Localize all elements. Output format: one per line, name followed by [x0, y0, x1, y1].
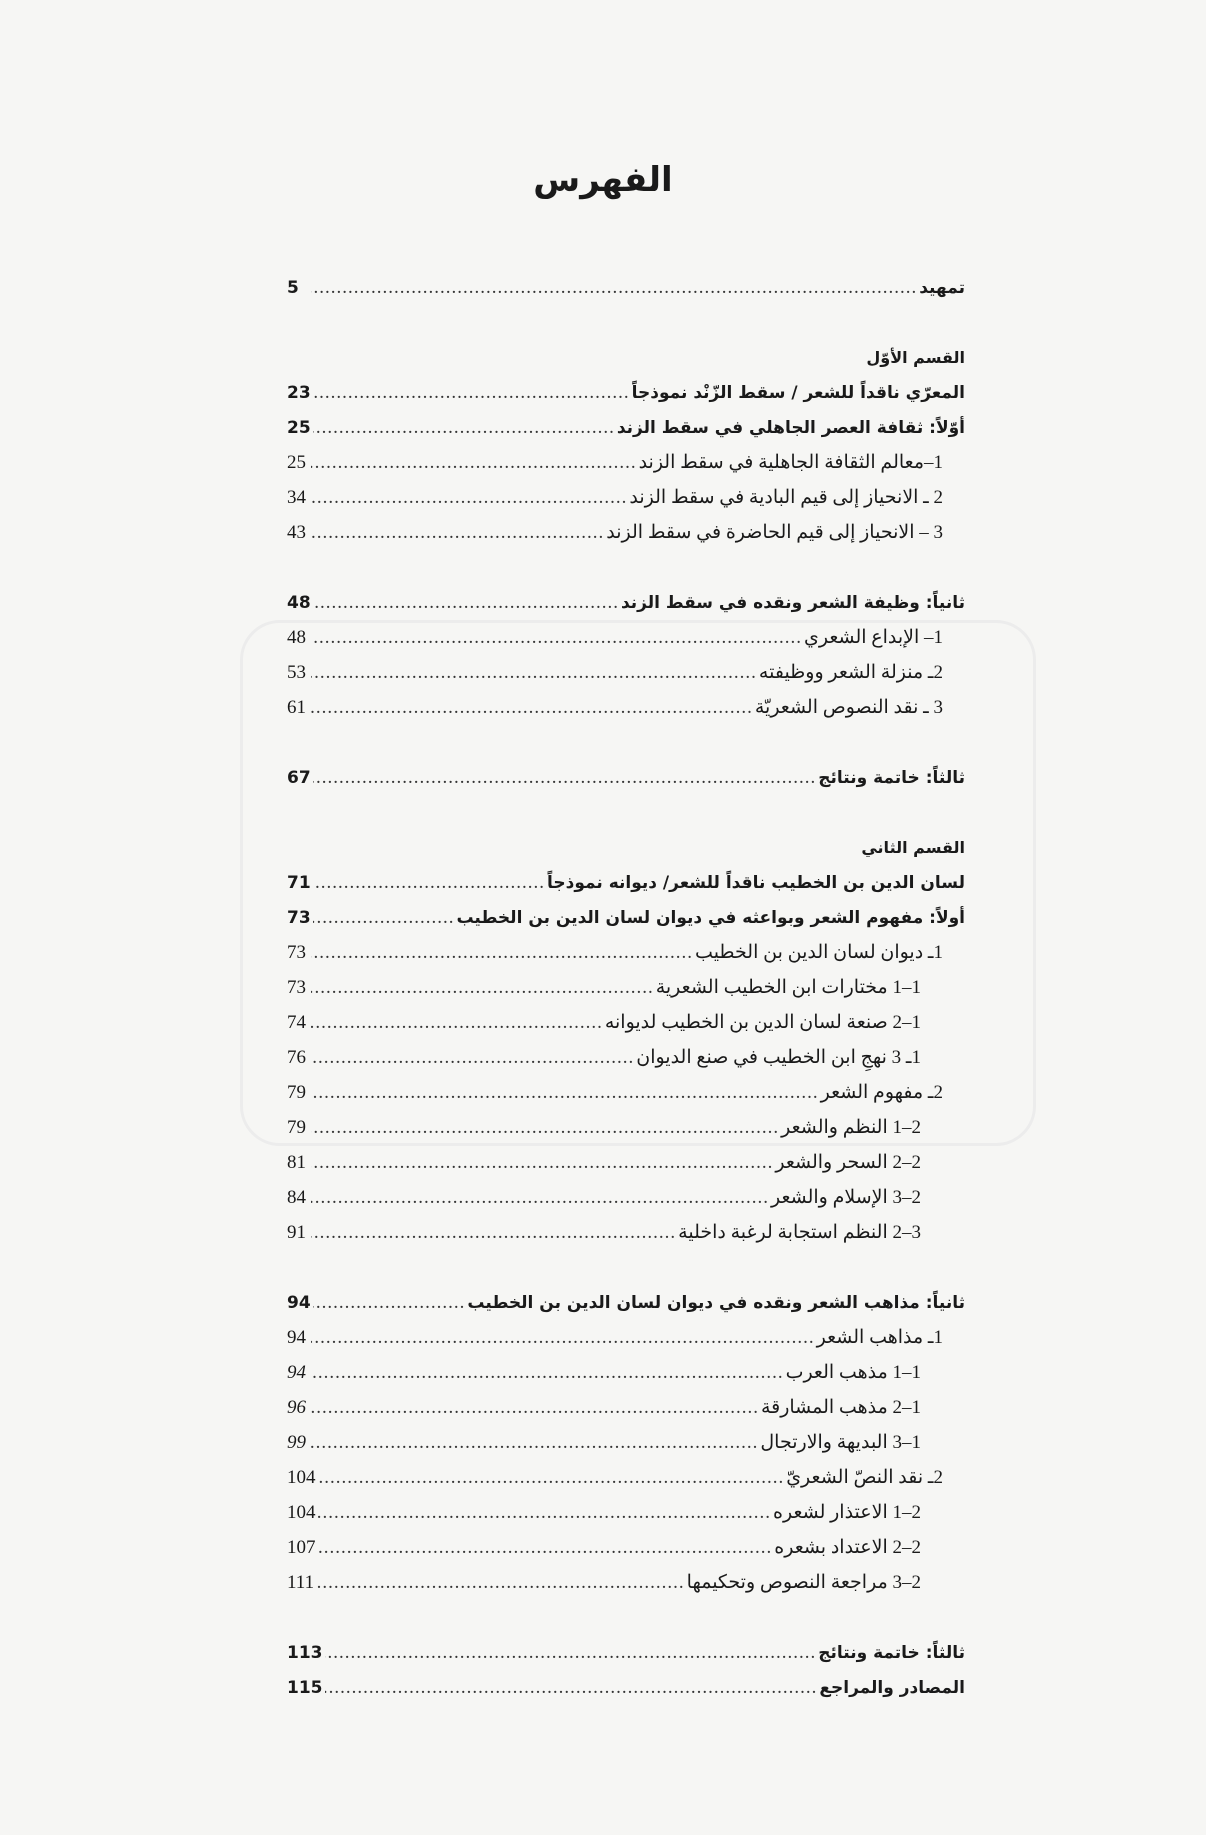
dot-leader [311, 1390, 759, 1425]
page-number: 76 [287, 1047, 306, 1068]
dot-leader [318, 1530, 773, 1565]
dot-leader [311, 1355, 784, 1390]
toc-entry[interactable] [287, 655, 965, 690]
toc-group [287, 585, 965, 725]
entry-title: 1–3 البديهة والارتجال [760, 1432, 921, 1453]
dot-leader [313, 760, 817, 795]
page-number: 74 [287, 1012, 306, 1033]
toc-entry[interactable] [287, 1635, 965, 1670]
toc-entry[interactable] [287, 865, 965, 900]
entry-title: ثانياً: مذاهب الشعر ونقده في ديوان لسان الدين بن الخطيب [467, 1293, 965, 1313]
toc-entry[interactable] [287, 1110, 965, 1145]
toc-group [287, 270, 965, 305]
page-number: 104 [287, 1502, 316, 1523]
page-number: 104 [287, 1467, 316, 1488]
entry-title: 1–1 مذهب العرب [785, 1362, 921, 1383]
dot-leader [325, 1670, 818, 1705]
toc-entry[interactable] [287, 1145, 965, 1180]
dot-leader [311, 1320, 815, 1355]
page-number: 91 [287, 1222, 306, 1243]
entry-title: 3–2 النظم استجابة لرغبة داخلية [678, 1222, 921, 1243]
entry-title: ثالثاً: خاتمة ونتائج [818, 768, 965, 788]
toc-entry[interactable] [287, 1495, 965, 1530]
toc-entry[interactable] [287, 1355, 965, 1390]
entry-title: 2–1 النظم والشعر [781, 1117, 921, 1138]
dot-leader [311, 655, 757, 690]
entry-title: أولاً: مفهوم الشعر وبواعثه في ديوان لسان الدين بن الخطيب [456, 908, 965, 928]
page-number: 48 [287, 593, 311, 613]
dot-leader [313, 865, 545, 900]
entry-title: 3 ـ نقد النصوص الشعريّة [754, 697, 943, 718]
toc-entry[interactable] [287, 760, 965, 795]
entry-title: 1–معالم الثقافة الجاهلية في سقط الزند [638, 452, 943, 473]
toc-entry[interactable] [287, 270, 965, 305]
dot-leader [318, 1460, 785, 1495]
page-number: 111 [287, 1572, 315, 1593]
entry-title: 1ـ ديوان لسان الدين بن الخطيب [695, 942, 943, 963]
page-number: 96 [287, 1397, 306, 1418]
section-label: القسم الأوّل [866, 348, 965, 367]
page-number: 43 [287, 522, 306, 543]
toc-entry[interactable] [287, 515, 965, 550]
toc-entry[interactable] [287, 1565, 965, 1600]
entry-title: المعرّي ناقداً للشعر / سقط الزّنْد نموذجاً [631, 383, 965, 403]
entry-title: 1– الإبداع الشعري [803, 627, 943, 648]
dot-leader [311, 445, 637, 480]
page-number: 23 [287, 383, 311, 403]
toc-entry[interactable] [287, 1180, 965, 1215]
dot-leader [311, 1040, 634, 1075]
page-number: 94 [287, 1293, 311, 1313]
page-number: 34 [287, 487, 306, 508]
page-number: 73 [287, 977, 306, 998]
entry-title: 3 – الانحياز إلى قيم الحاضرة في سقط الزند [606, 522, 943, 543]
toc-entry[interactable] [287, 970, 965, 1005]
toc-group [287, 1285, 965, 1600]
page-number: 73 [287, 942, 306, 963]
dot-leader [311, 1075, 819, 1110]
page-number: 99 [287, 1432, 306, 1453]
toc-entry[interactable] [287, 585, 965, 620]
toc-entry[interactable] [287, 1040, 965, 1075]
toc-entry[interactable] [287, 900, 965, 935]
toc-group [287, 760, 965, 795]
entry-title: 2 ـ الانحياز إلى قيم البادية في سقط الزند [629, 487, 943, 508]
page-number: 94 [287, 1362, 306, 1383]
entry-title: 1–1 مختارات ابن الخطيب الشعرية [655, 977, 921, 998]
table-of-contents [287, 270, 965, 1740]
dot-leader [316, 1565, 685, 1600]
entry-title: 2ـ نقد النصّ الشعريّ [786, 1467, 943, 1488]
dot-leader [311, 1005, 603, 1040]
page-number: 84 [287, 1187, 306, 1208]
page-number: 81 [287, 1152, 306, 1173]
page-number: 25 [287, 418, 311, 438]
dot-leader [311, 620, 802, 655]
dot-leader [311, 690, 753, 725]
toc-entry[interactable] [287, 1530, 965, 1565]
entry-title: 1ـ مذاهب الشعر [816, 1327, 943, 1348]
page-number: 94 [287, 1327, 306, 1348]
page-number: 79 [287, 1082, 306, 1103]
dot-leader [318, 1495, 772, 1530]
toc-entry[interactable] [287, 445, 965, 480]
dot-leader [313, 410, 615, 445]
page-number: 25 [287, 452, 306, 473]
toc-group [287, 340, 965, 550]
page-number: 113 [287, 1643, 323, 1663]
page-number: 71 [287, 873, 311, 893]
entry-title: 2ـ مفهوم الشعر [820, 1082, 943, 1103]
page-number: 73 [287, 908, 311, 928]
toc-entry[interactable] [287, 1425, 965, 1460]
dot-leader [311, 270, 917, 305]
toc-entry[interactable] [287, 1320, 965, 1355]
page-number: 115 [287, 1678, 323, 1698]
entry-title: 2ـ منزلة الشعر ووظيفته [758, 662, 943, 683]
toc-entry[interactable] [287, 1670, 965, 1705]
entry-title: 1–2 مذهب المشارقة [760, 1397, 921, 1418]
dot-leader [311, 1215, 676, 1250]
dot-leader [311, 1145, 773, 1180]
dot-leader [313, 585, 619, 620]
toc-entry[interactable] [287, 1285, 965, 1320]
dot-leader [313, 1285, 466, 1320]
page-title: الفهرس [533, 160, 673, 200]
toc-entry[interactable] [287, 1390, 965, 1425]
dot-leader [311, 1110, 779, 1145]
page-number: 5 [287, 278, 299, 298]
toc-entry[interactable] [287, 690, 965, 725]
entry-title: 1–2 صنعة لسان الدين بن الخطيب لديوانه [604, 1012, 921, 1033]
dot-leader [311, 935, 693, 970]
toc-entry[interactable] [287, 1075, 965, 1110]
dot-leader [313, 900, 455, 935]
page-number: 79 [287, 1117, 306, 1138]
entry-title: أوّلاً: ثقافة العصر الجاهلي في سقط الزند [616, 418, 965, 438]
dot-leader [311, 515, 604, 550]
page-number: 61 [287, 697, 306, 718]
page-number: 48 [287, 627, 306, 648]
toc-entry[interactable] [287, 410, 965, 445]
toc-entry[interactable] [287, 1215, 965, 1250]
entry-title: ثانياً: وظيفة الشعر ونقده في سقط الزند [620, 593, 965, 613]
dot-leader [311, 480, 627, 515]
toc-entry[interactable] [287, 1460, 965, 1495]
page-number: 67 [287, 768, 311, 788]
toc-entry[interactable] [287, 375, 965, 410]
dot-leader [311, 970, 654, 1005]
entry-title: 2–2 السحر والشعر [775, 1152, 921, 1173]
entry-title: 1ـ 3 نهجِ ابن الخطيب في صنع الديوان [636, 1047, 921, 1068]
entry-title: 2–3 مراجعة النصوص وتحكيمها [686, 1572, 921, 1593]
dot-leader [311, 1180, 769, 1215]
entry-title: المصادر والمراجع [819, 1678, 965, 1698]
toc-entry[interactable] [287, 480, 965, 515]
toc-entry[interactable] [287, 1005, 965, 1040]
page-number: 107 [287, 1537, 316, 1558]
entry-title: 2–3 الإسلام والشعر [771, 1187, 921, 1208]
page-number: 53 [287, 662, 306, 683]
entry-title: تمهيد [919, 278, 965, 298]
toc-entry[interactable] [287, 935, 965, 970]
entry-title: ثالثاً: خاتمة ونتائج [818, 1643, 965, 1663]
toc-entry[interactable] [287, 620, 965, 655]
dot-leader [325, 1635, 817, 1670]
dot-leader [313, 375, 630, 410]
entry-title: 2–2 الاعتداد بشعره [774, 1537, 921, 1558]
toc-group [287, 1635, 965, 1705]
toc-group [287, 830, 965, 1250]
entry-title: لسان الدين بن الخطيب ناقداً للشعر/ ديوانه نموذجاً [547, 873, 965, 893]
entry-title: 2–1 الاعتذار لشعره [773, 1502, 921, 1523]
dot-leader [311, 1425, 758, 1460]
section-label: القسم الثاني [861, 838, 965, 857]
